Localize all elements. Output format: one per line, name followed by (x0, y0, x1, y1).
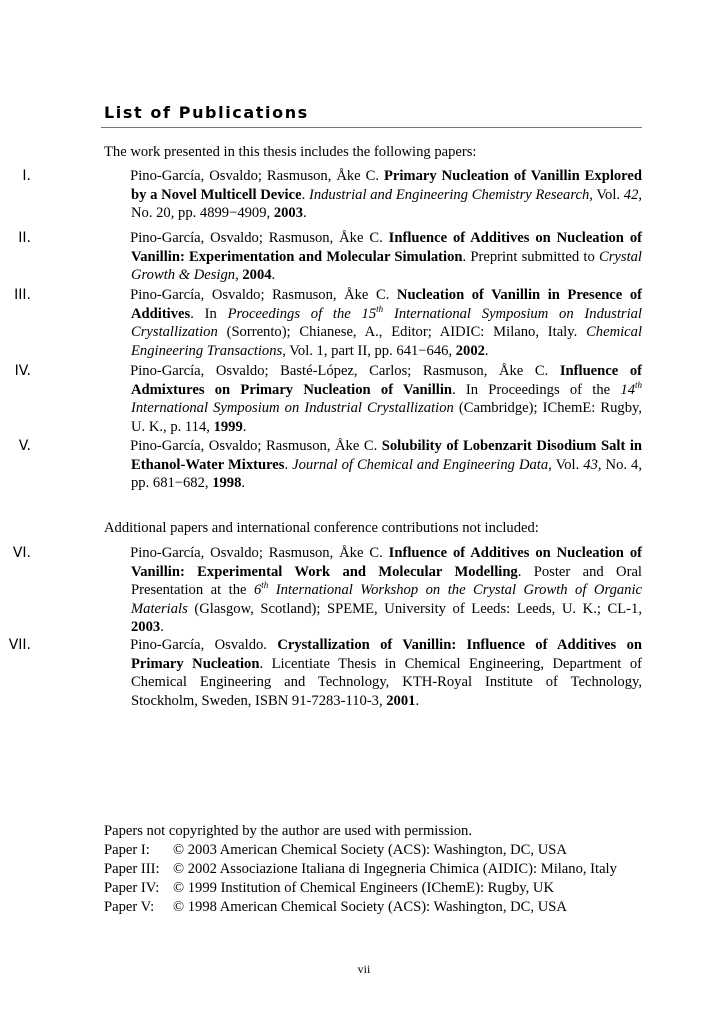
copyright-row (104, 898, 567, 917)
citation-text: International Symposium on Industrial Crystallization (131, 305, 642, 341)
citation-journal: Industrial and Engineering Chemistry Research (308, 186, 590, 203)
citation-journal: Crystal Growth & Design (131, 248, 642, 284)
publication-citation (131, 286, 642, 360)
citation-text: . In Proceedings of the (452, 381, 621, 398)
citation-text: , Vol. (548, 456, 584, 473)
citation-text: . (301, 186, 309, 203)
citation-title: Primary Nucleation of Vanillin Explored by a Novel Multicell Device (131, 168, 642, 203)
citation-text: , Vol. (589, 186, 624, 203)
intro-text: The work presented in this thesis includes the following papers: (104, 144, 477, 160)
copyright-text: © 2003 American Chemical Society (ACS): Washington, DC, USA (173, 842, 567, 858)
citation-text: . (271, 267, 276, 284)
citation-title: Influence of Admixtures on Primary Nucleation of Vanillin (131, 363, 642, 398)
citation-journal: Journal of Chemical and Engineering Data (292, 456, 549, 473)
citation-text: . (484, 342, 489, 359)
publication-number: I. (22, 168, 31, 184)
additional-intro-text: Additional papers and international conference contributions not included: (104, 520, 539, 536)
citation-title: Crystallization of Vanillin: Influence of Additives on Primary Nucleation (131, 637, 642, 672)
copyright-paper-label: Paper IV: (104, 880, 160, 896)
copyright-paper-label: Paper I: (104, 842, 150, 858)
citation-text: . (284, 456, 293, 473)
citation-year: 2001 (386, 692, 416, 709)
citation-year: 2003 (273, 205, 304, 222)
citation-text: (Cambridge); IChemE: Rugby, U. K., p. 114, (131, 400, 642, 435)
citation-authors: Pino-García, Osvaldo; Rasmuson, Åke C. (130, 168, 384, 184)
citation-year: 2003 (131, 619, 161, 636)
ordinal-suffix: th (376, 303, 384, 314)
citation-text: 14 (620, 381, 635, 398)
ordinal-suffix: th (261, 580, 269, 591)
publication-number: II. (18, 230, 31, 246)
citation-authors: Pino-García, Osvaldo; Rasmuson, Åke C. (130, 438, 382, 454)
publication-citation (131, 437, 642, 493)
citation-text: International Workshop on the Crystal Growth of Organic Materials (131, 582, 642, 617)
copyright-row (104, 841, 567, 860)
citation-text: (Glasgow, Scotland); SPEME, University of Leeds: Leeds, U. K.; CL-1, (187, 600, 642, 617)
citation-year: 2004 (242, 267, 272, 284)
citation-authors: Pino-García, Osvaldo; Rasmuson, Åke C. (130, 287, 397, 303)
citation-text: (Sorrento); Chianese, A., Editor; AIDIC: Milano, Italy. (217, 324, 587, 341)
citation-title: Solubility of Lobenzarit Disodium Salt in Ethanol-Water Mixtures (131, 438, 642, 473)
publication-number: VI. (12, 545, 31, 561)
publication-citation (131, 544, 642, 637)
citation-text: , Vol. 1, part II, pp. 641−646, (282, 342, 456, 359)
citation-proceedings: International Symposium on Industrial Crystallization (131, 400, 454, 417)
citation-year: 1998 (212, 475, 242, 492)
copyright-row (104, 860, 617, 879)
citation-journal: Chemical Engineering Transactions (131, 324, 642, 359)
publication-number: III. (14, 287, 31, 303)
citation-authors: Pino-García, Osvaldo. (130, 637, 278, 653)
publication-number: V. (18, 438, 31, 454)
copyright-paper-label: Paper III: (104, 861, 160, 877)
citation-text: Proceedings of the 15 (227, 305, 377, 322)
citation-text: , (235, 267, 243, 284)
citation-text: . (303, 205, 307, 222)
citation-title: Nucleation of Vanillin in Presence of Additives (131, 287, 642, 322)
page-number: vii (357, 962, 371, 976)
citation-volume: 43 (583, 456, 598, 473)
publication-citation (131, 636, 642, 710)
publication-citation (131, 167, 642, 223)
citation-text: . Poster and Oral Presentation at the (131, 563, 642, 599)
citation-text: . Licentiate Thesis in Chemical Engineering, Department of Chemical Engineering and Technology, KTH-Royal Institute of Technology, Stockholm, Sweden, ISBN 91-7283-110-3, (131, 655, 642, 709)
copyright-text: © 1998 American Chemical Society (ACS): Washington, DC, USA (173, 899, 567, 915)
citation-text: , No. 4, pp. 681−682, (131, 456, 642, 492)
permission-note: Papers not copyrighted by the author are used with permission. (104, 823, 473, 839)
citation-text: . (241, 475, 246, 492)
copyright-paper-label: Paper V: (104, 899, 155, 915)
publication-citation (131, 229, 642, 285)
citation-text: , No. 20, pp. 4899−4909, (131, 186, 643, 222)
publication-number: IV. (14, 363, 31, 379)
ordinal-suffix: th (634, 379, 642, 390)
citation-authors: Pino-García, Osvaldo; Basté-López, Carlos; Rasmuson, Åke C. (130, 363, 560, 379)
publication-number: VII. (8, 637, 31, 653)
citation-title: Influence of Additives on Nucleation of Vanillin: Experimental Work and Molecular Modelling (131, 545, 642, 580)
citation-year: 2002 (455, 342, 485, 359)
publication-citation (131, 362, 642, 436)
citation-text: . (415, 692, 420, 709)
citation-text: 6 (253, 582, 262, 599)
copyright-text: © 2002 Associazione Italiana di Ingegneria Chimica (AIDIC): Milano, Italy (173, 861, 617, 877)
citation-ordinal (620, 379, 642, 398)
citation-authors: Pino-García, Osvaldo; Rasmuson, Åke C. (130, 545, 389, 561)
copyright-text: © 1999 Institution of Chemical Engineers (IChemE): Rugby, UK (173, 880, 555, 896)
citation-text: . (242, 418, 247, 435)
citation-year: 1999 (213, 418, 243, 435)
page-heading: List of Publications (104, 103, 309, 122)
citation-text: . (160, 619, 164, 636)
citation-text: . Preprint submitted to (462, 248, 599, 265)
citation-title: Influence of Additives on Nucleation of Vanillin: Experimentation and Molecular Simulation (131, 230, 642, 265)
citation-text: . In (190, 305, 228, 322)
citation-volume: 42 (623, 186, 639, 203)
copyright-row (104, 879, 554, 898)
citation-authors: Pino-García, Osvaldo; Rasmuson, Åke C. (130, 230, 389, 246)
heading-rule (101, 127, 642, 128)
